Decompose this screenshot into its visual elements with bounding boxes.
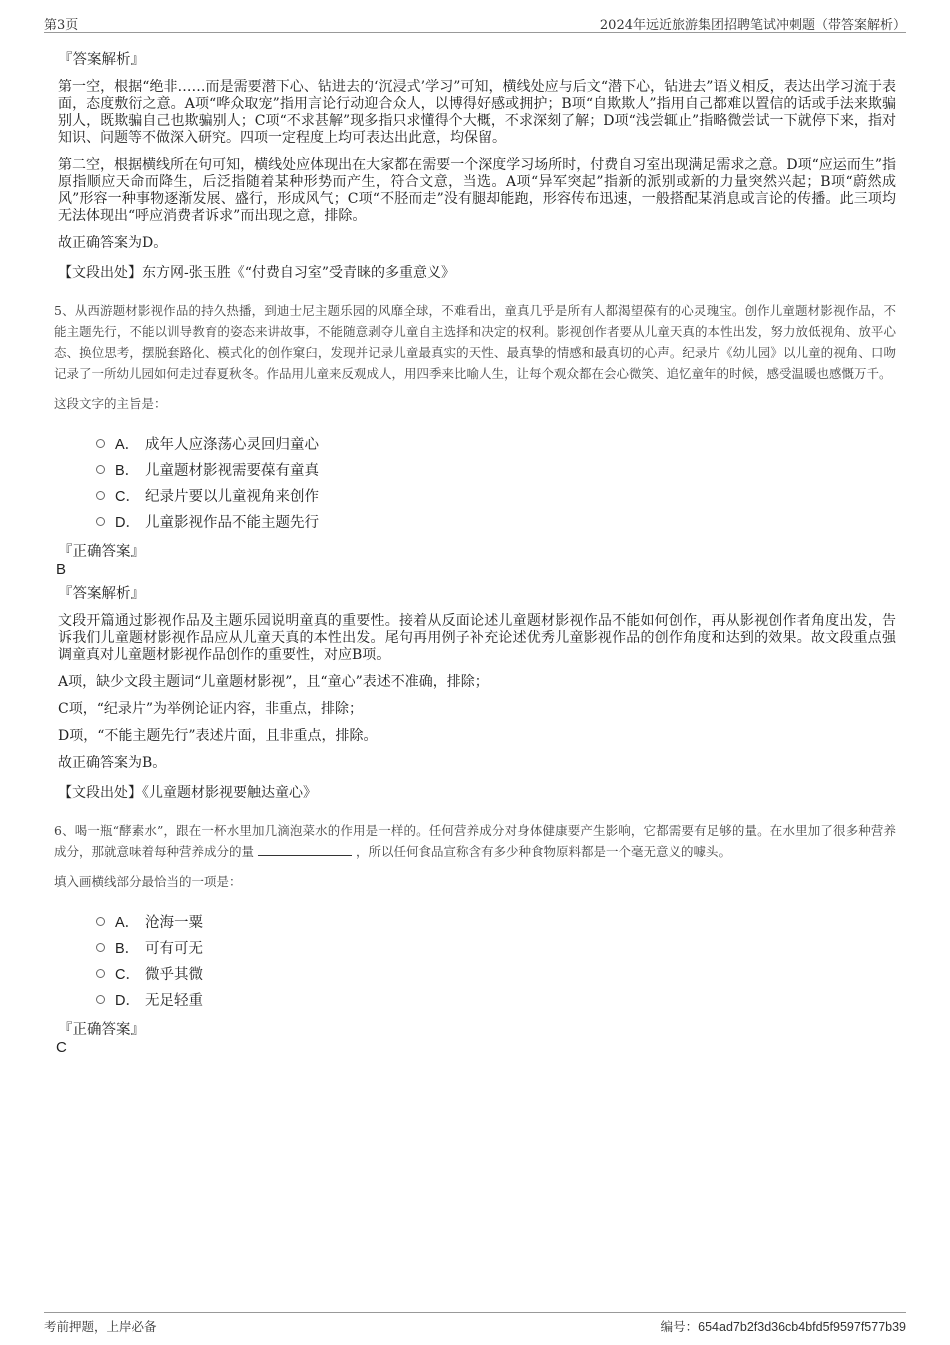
analysis-paragraph: 故正确答案为B。 (58, 755, 167, 771)
question-5-prompt: 这段文字的主旨是： (54, 396, 167, 411)
option-letter: A． (115, 436, 140, 453)
analysis-paragraph: 第一空，根据“绝非……而是需要潜下心、钻进去的‘沉浸式’学习”可知，横线处应与后文“潜下心，钻进去”语义相反，表达出学习流于表面，态度敷衍之意。A项“哗众取宠”指用言论行动迎合众人，以博得好感或拥护；B项“自欺欺人”指用自己都难以置信的话或手法来欺骗别人，既欺骗自己也欺骗别人；C项“不求甚解”现多指只求懂得个大概，不求深刻了解；D项“浅尝辄止”指略微尝试一下就停下来，指对知识、问题等不做深入研究。四项一定程度上均可表达出此意，均保留。 (58, 79, 896, 146)
option-text: 无足轻重 (145, 992, 203, 1009)
answer-analysis-heading: 『答案解析』 (58, 586, 145, 602)
question-6-options (96, 908, 896, 1012)
text-source (58, 782, 896, 802)
analysis-paragraph: 第二空，根据横线所在句可知，横线处应体现出在大家都在需要一个深度学习场所时，付费自习室出现满足需求之意。D项“应运而生”指原指顺应天命而降生，后泛指随着某种形势而产生，符合文意，当选。A项“异军突起”指新的派别或新的力量突然兴起；B项“蔚然成风”形容一种事物逐渐发展、盛行，形成风气；C项“不胫而走”没有腿却能跑，形容传布迅速，一般搭配某消息或言论的传播。此三项均无法体现出“呼应消费者诉求”而出现之意，排除。 (58, 157, 896, 224)
radio-icon[interactable] (96, 943, 105, 952)
question-5-text: 5、从西游题材影视作品的持久热播，到迪士尼主题乐园的风靡全球，不难看出，童真几乎是所有人都渴望葆有的心灵瑰宝。创作儿童题材影视作品，不能主题先行，不能以训导教育的姿态来讲故事，不能随意剥夺儿童自主选择和决定的权利。影视创作者要从儿童天真的本性出发，努力放低视角、放平心态、换位思考，摆脱套路化、模式化的创作窠臼，发现并记录儿童最真实的天性、最真挚的情感和最真切的心声。纪录片《幼儿园》以儿童的视角、口吻记录了一所幼儿园如何走过春夏秋冬。作品用儿童来反观成人，用四季来比喻人生，让每个观众都在会心微笑、追忆童年的时候，感受温暖也感慨万千。 (54, 303, 896, 381)
question-5-options (96, 430, 896, 534)
radio-icon[interactable] (96, 491, 105, 500)
option-letter: D． (115, 514, 140, 531)
document-code: 编号：654ad7b2f3d36cb4bfd5f9597f577b39 (660, 1320, 906, 1334)
correct-answer-heading: 『正确答案』 (58, 544, 145, 560)
correct-answer-heading: 『正确答案』 (58, 1022, 145, 1038)
source-text: 东方网-张玉胜《“付费自习室”受青睐的多重意义》 (142, 265, 456, 281)
radio-icon[interactable] (96, 969, 105, 978)
question-6-text-after: ，所以任何食品宣称含有多少种食物原料都是一个毫无意义的噱头。 (356, 844, 732, 859)
source-label: 【文段出处】 (58, 265, 142, 281)
option-c[interactable] (96, 960, 896, 986)
radio-icon[interactable] (96, 917, 105, 926)
fill-in-blank (258, 842, 352, 856)
option-text: 儿童题材影视需要葆有童真 (145, 462, 319, 479)
option-text: 可有可无 (145, 940, 203, 957)
option-text: 纪录片要以儿童视角来创作 (145, 488, 319, 505)
option-a[interactable] (96, 908, 896, 934)
correct-answer-value: B (56, 561, 67, 578)
question-6-prompt: 填入画横线部分最恰当的一项是： (54, 874, 242, 889)
question-6-text-before: 6、喝一瓶“酵素水”，跟在一杯水里加几滴泡菜水的作用是一样的。任何营养成分对身体健康要产生影响，它都需要有足够的量。在水里加了很多种营养成分，那就意味着每种营养成分的量 (54, 823, 896, 859)
radio-icon[interactable] (96, 995, 105, 1004)
page-footer (44, 1312, 906, 1337)
analysis-paragraph: 文段开篇通过影视作品及主题乐园说明童真的重要性。接着从反面论述儿童题材影视作品不能如何创作，再从影视创作者角度出发，告诉我们儿童题材影视作品应从儿童天真的本性出发。尾句再用例子补充论述优秀儿童影视作品的创作角度和达到的效果。故文段重点强调童真对儿童题材影视作品创作的重要性，对应B项。 (58, 613, 896, 663)
option-d[interactable] (96, 986, 896, 1012)
option-b[interactable] (96, 456, 896, 482)
option-letter: B． (115, 462, 140, 479)
source-text: 《儿童题材影视要触达童心》 (142, 785, 317, 801)
footer-slogan: 考前押题，上岸必备 (44, 1319, 157, 1334)
option-letter: D． (115, 992, 140, 1009)
radio-icon[interactable] (96, 517, 105, 526)
correct-answer-value: C (56, 1039, 67, 1056)
radio-icon[interactable] (96, 439, 105, 448)
option-letter: A． (115, 914, 140, 931)
option-a[interactable] (96, 430, 896, 456)
option-text: 成年人应涤荡心灵回归童心 (145, 436, 319, 453)
page-header (44, 12, 906, 33)
text-source (58, 262, 896, 282)
analysis-paragraph: 故正确答案为D。 (58, 235, 168, 251)
option-text: 儿童影视作品不能主题先行 (145, 514, 319, 531)
source-label: 【文段出处】 (58, 785, 142, 801)
question-6-text (54, 820, 896, 862)
document-body (56, 44, 896, 1060)
document-title: 2024年远近旅游集团招聘笔试冲刺题（带答案解析） (599, 18, 906, 33)
option-letter: B． (115, 940, 140, 957)
option-text: 微乎其微 (145, 966, 203, 983)
option-d[interactable] (96, 508, 896, 534)
analysis-paragraph: C项，“纪录片”为举例论证内容，非重点，排除； (58, 701, 364, 717)
option-letter: C． (115, 966, 140, 983)
page-number: 第3页 (44, 18, 79, 33)
analysis-paragraph: A项，缺少文段主题词“儿童题材影视”，且“童心”表述不准确，排除； (58, 674, 489, 690)
analysis-paragraph: D项，“不能主题先行”表述片面，且非重点，排除。 (58, 728, 378, 744)
option-text: 沧海一粟 (145, 914, 203, 931)
option-c[interactable] (96, 482, 896, 508)
option-b[interactable] (96, 934, 896, 960)
option-letter: C． (115, 488, 140, 505)
answer-analysis-heading: 『答案解析』 (58, 52, 145, 68)
radio-icon[interactable] (96, 465, 105, 474)
